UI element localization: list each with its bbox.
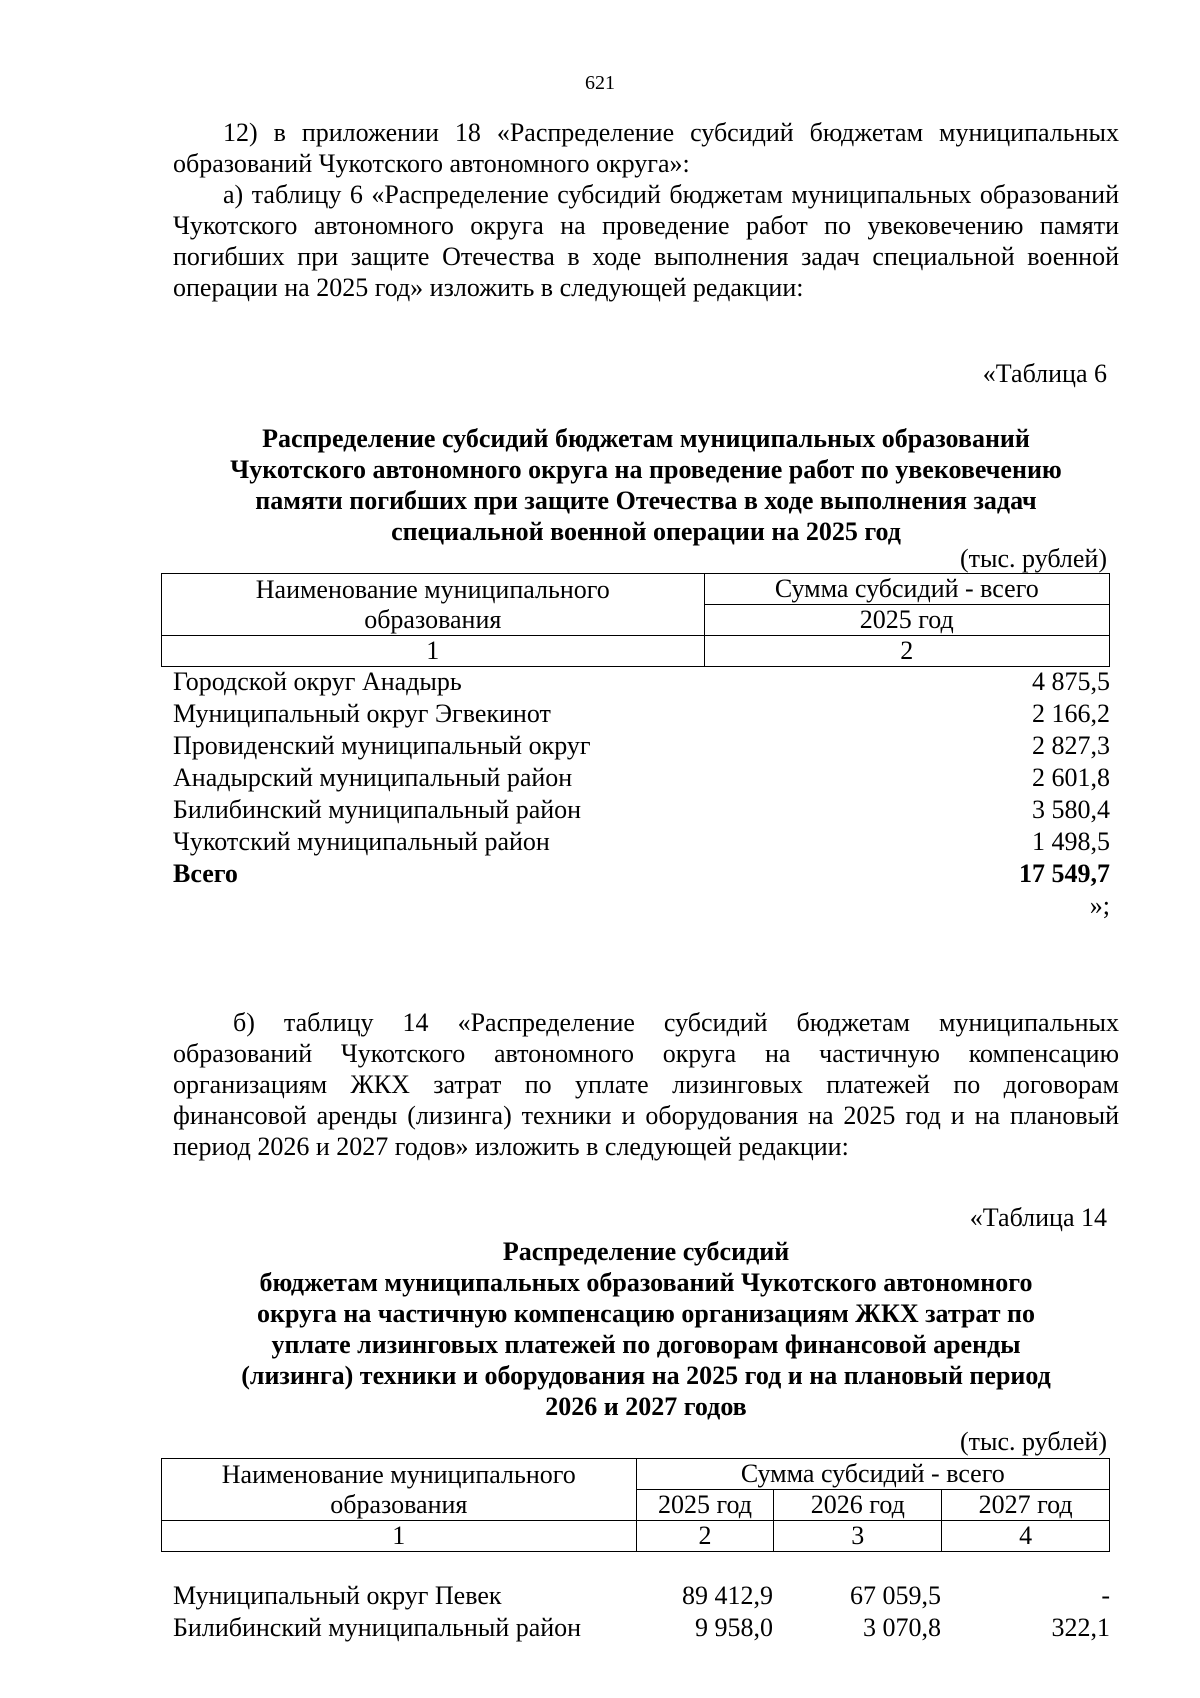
table14-title xyxy=(173,1236,1119,1422)
table14-header-name: Наименование муниципального образования xyxy=(162,1459,637,1521)
table14-header-sum: Сумма субсидий - всего xyxy=(636,1459,1109,1490)
row-name: Чукотский муниципальный район xyxy=(173,827,550,856)
row-value: 4 875,5 xyxy=(1032,667,1110,696)
table6-body xyxy=(173,666,1110,922)
table14-title-line: округа на частичную компенсацию организациям ЖКХ затрат по xyxy=(256,1299,1036,1328)
table6-header-sum: Сумма субсидий - всего xyxy=(704,574,1109,605)
table6-closing-mark: »; xyxy=(1089,891,1110,920)
paragraph-12: 12) в приложении 18 «Распределение субсидий бюджетам муниципальных образований Чукотского автономного округа»: xyxy=(173,118,1119,178)
table14-header xyxy=(161,1458,1110,1552)
table14-label: «Таблица 14 xyxy=(969,1203,1107,1232)
row-value-2026: 67 059,5 xyxy=(850,1581,941,1610)
table14-title-line: Распределение субсидий xyxy=(502,1237,790,1266)
table-row xyxy=(173,1580,1110,1612)
table6-col-2: 2 xyxy=(704,636,1109,667)
table14-title-line: 2026 и 2027 годов xyxy=(545,1392,747,1421)
row-value-2026: 3 070,8 xyxy=(863,1613,941,1642)
table14-header-year-2026: 2026 год xyxy=(774,1490,942,1521)
row-value-2027: 322,1 xyxy=(1051,1613,1110,1642)
row-value: 2 601,8 xyxy=(1032,763,1110,792)
table14-body xyxy=(173,1580,1110,1644)
table14-col-4: 4 xyxy=(942,1521,1110,1552)
table14-header-year-2025: 2025 год xyxy=(636,1490,774,1521)
table6-label: «Таблица 6 xyxy=(982,359,1107,388)
table14-unit: (тыс. рублей) xyxy=(959,1427,1107,1456)
table-row xyxy=(173,762,1110,794)
table6-col-1: 1 xyxy=(162,636,705,667)
table-row xyxy=(173,698,1110,730)
row-name: Провиденский муниципальный округ xyxy=(173,731,591,760)
table14-title-line: уплате лизинговых платежей по договорам финансовой аренды xyxy=(271,1330,1021,1359)
table-row xyxy=(173,730,1110,762)
row-name: Анадырский муниципальный район xyxy=(173,763,573,792)
paragraph-a: а) таблицу 6 «Распределение субсидий бюджетам муниципальных образований Чукотского автономного округа на проведение работ по увековечению памяти погибших при защите Отечества в ходе выполнения задач специальной военной операции на 2025 год» изложить в следующей редакции: xyxy=(173,180,1119,302)
row-name: Муниципальный округ Эгвекинот xyxy=(173,699,551,728)
table14-title-line: бюджетам муниципальных образований Чукотского автономного xyxy=(259,1268,1033,1297)
table-row xyxy=(173,666,1110,698)
total-row xyxy=(173,858,1110,890)
row-value: 3 580,4 xyxy=(1032,795,1110,824)
row-value-2027: - xyxy=(1101,1581,1110,1610)
row-name: Муниципальный округ Певек xyxy=(173,1581,502,1610)
table6-header-year: 2025 год xyxy=(704,605,1109,636)
total-value: 17 549,7 xyxy=(1019,859,1110,888)
page-number: 621 xyxy=(585,72,615,94)
table6-unit: (тыс. рублей) xyxy=(959,544,1107,573)
row-name: Билибинский муниципальный район xyxy=(173,1613,582,1642)
table6-title: Распределение субсидий бюджетам муниципальных образований Чукотского автономного округа на проведение работ по увековечению памяти погибших при защите Отечества в ходе выполнения задач специальной военной операции на 2025 год xyxy=(230,424,1062,546)
table14-col-3: 3 xyxy=(774,1521,942,1552)
table6-header xyxy=(161,573,1110,667)
row-value: 1 498,5 xyxy=(1032,827,1110,856)
table14-title-line: (лизинга) техники и оборудования на 2025 год и на плановый период xyxy=(241,1361,1051,1390)
table-row xyxy=(173,1612,1110,1644)
total-label: Всего xyxy=(173,859,238,888)
row-value: 2 166,2 xyxy=(1032,699,1110,728)
row-value-2025: 9 958,0 xyxy=(695,1613,773,1642)
paragraph-b: б) таблицу 14 «Распределение субсидий бюджетам муниципальных образований Чукотского автономного округа на частичную компенсацию организациям ЖКХ затрат по уплате лизинговых платежей по договорам финансовой аренды (лизинга) техники и оборудования на 2025 год и на плановый период 2026 и 2027 годов» изложить в следующей редакции: xyxy=(173,1008,1119,1161)
table14-col-1: 1 xyxy=(162,1521,637,1552)
table14-header-year-2027: 2027 год xyxy=(942,1490,1110,1521)
row-name: Городской округ Анадырь xyxy=(173,667,462,696)
row-value: 2 827,3 xyxy=(1032,731,1110,760)
table14-col-2: 2 xyxy=(636,1521,774,1552)
table-row xyxy=(173,826,1110,858)
row-value-2025: 89 412,9 xyxy=(682,1581,773,1610)
row-name: Билибинский муниципальный район xyxy=(173,795,582,824)
table6-header-name: Наименование муниципального образования xyxy=(162,574,705,636)
table-row xyxy=(173,794,1110,826)
closing-row xyxy=(173,890,1110,922)
